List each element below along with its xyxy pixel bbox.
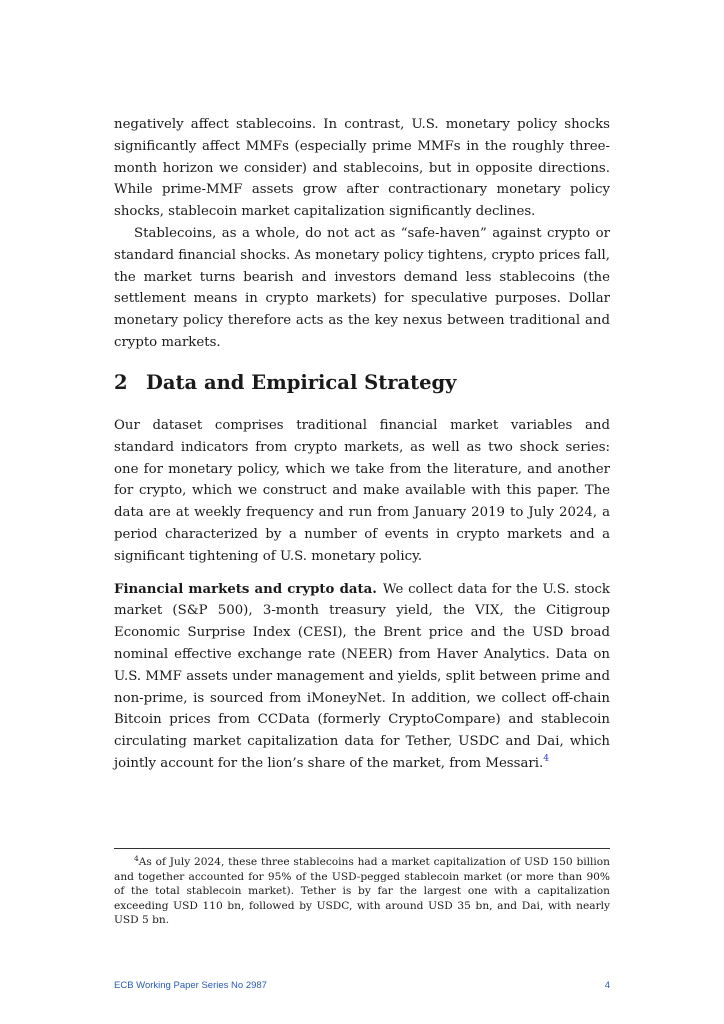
- paragraph-dataset: Our dataset comprises traditional financial market variables and standard indicators from crypto markets, as well as two shock series: one for monetary policy, which we take from the literature, and another for crypto, which we construct and make available with this paper. The data are at weekly frequency and run from January 2019 to July 2024, a period characterized by a number of events in crypto markets and a significant tightening of U.S. monetary policy.: [114, 418, 610, 564]
- body-text-top: [114, 114, 610, 354]
- runin-heading: Financial markets and crypto data.: [114, 581, 377, 597]
- paragraph-financial-markets-text: We collect data for the U.S. stock market (S&P 500), 3-month treasury yield, the VIX, the Citigroup Economic Surprise Index (CESI), the Brent price and the USD broad nominal effective exchange rate (NEER) from Haver Analytics. Data on U.S. MMF assets under management and yields, split between prime and non-prime, is sourced from iMoneyNet. In addition, we collect off-chain Bitcoin prices from CCData (formerly CryptoCompare) and stablecoin circulating market capitalization data for Tether, USDC and Dai, which jointly account for the lion’s share of the market, from Messari.: [114, 581, 610, 771]
- page-footer: [114, 980, 610, 991]
- section-2: [114, 370, 610, 396]
- section-2-body: [114, 415, 610, 775]
- footnote-link[interactable]: 4: [543, 753, 549, 764]
- paragraph-continued: negatively affect stablecoins. In contrast, U.S. monetary policy shocks significantly affect MMFs (especially prime MMFs in the roughly three-month horizon we consider) and stablecoins, but in opposite directions. While prime-MMF assets grow after contractionary monetary policy shocks, stablecoin market capitalization significantly declines.: [114, 117, 610, 220]
- footnote: [114, 855, 610, 928]
- section-title: Data and Empirical Strategy: [146, 371, 457, 394]
- footer-series[interactable]: ECB Working Paper Series No 2987: [114, 980, 267, 991]
- section-number: 2: [114, 371, 128, 394]
- footnote-text: As of July 2024, these three stablecoins had a market capitalization of USD 150 billion and together accounted for 95% of the USD-pegged stablecoin market (or more than 90% of the total stablecoin market). Tether is by far the largest one with a capitalization exceeding USD 110 bn, followed by USDC, with around USD 35 bn, and Dai, with nearly USD 5 bn.: [114, 856, 610, 927]
- page-number: 4: [604, 980, 610, 991]
- footnote-mark: 4: [134, 854, 139, 863]
- footnote-divider: [114, 848, 610, 849]
- section-heading: [114, 370, 610, 396]
- paragraph-stablecoins-safe-haven: Stablecoins, as a whole, do not act as “safe-haven” against crypto or standard financial shocks. As monetary policy tightens, crypto prices fall, the market turns bearish and investors demand less stablecoins (the settlement means in crypto markets) for speculative purposes. Dollar monetary policy therefore acts as the key nexus between traditional and crypto markets.: [114, 225, 610, 350]
- paragraph-financial-markets: [114, 579, 610, 775]
